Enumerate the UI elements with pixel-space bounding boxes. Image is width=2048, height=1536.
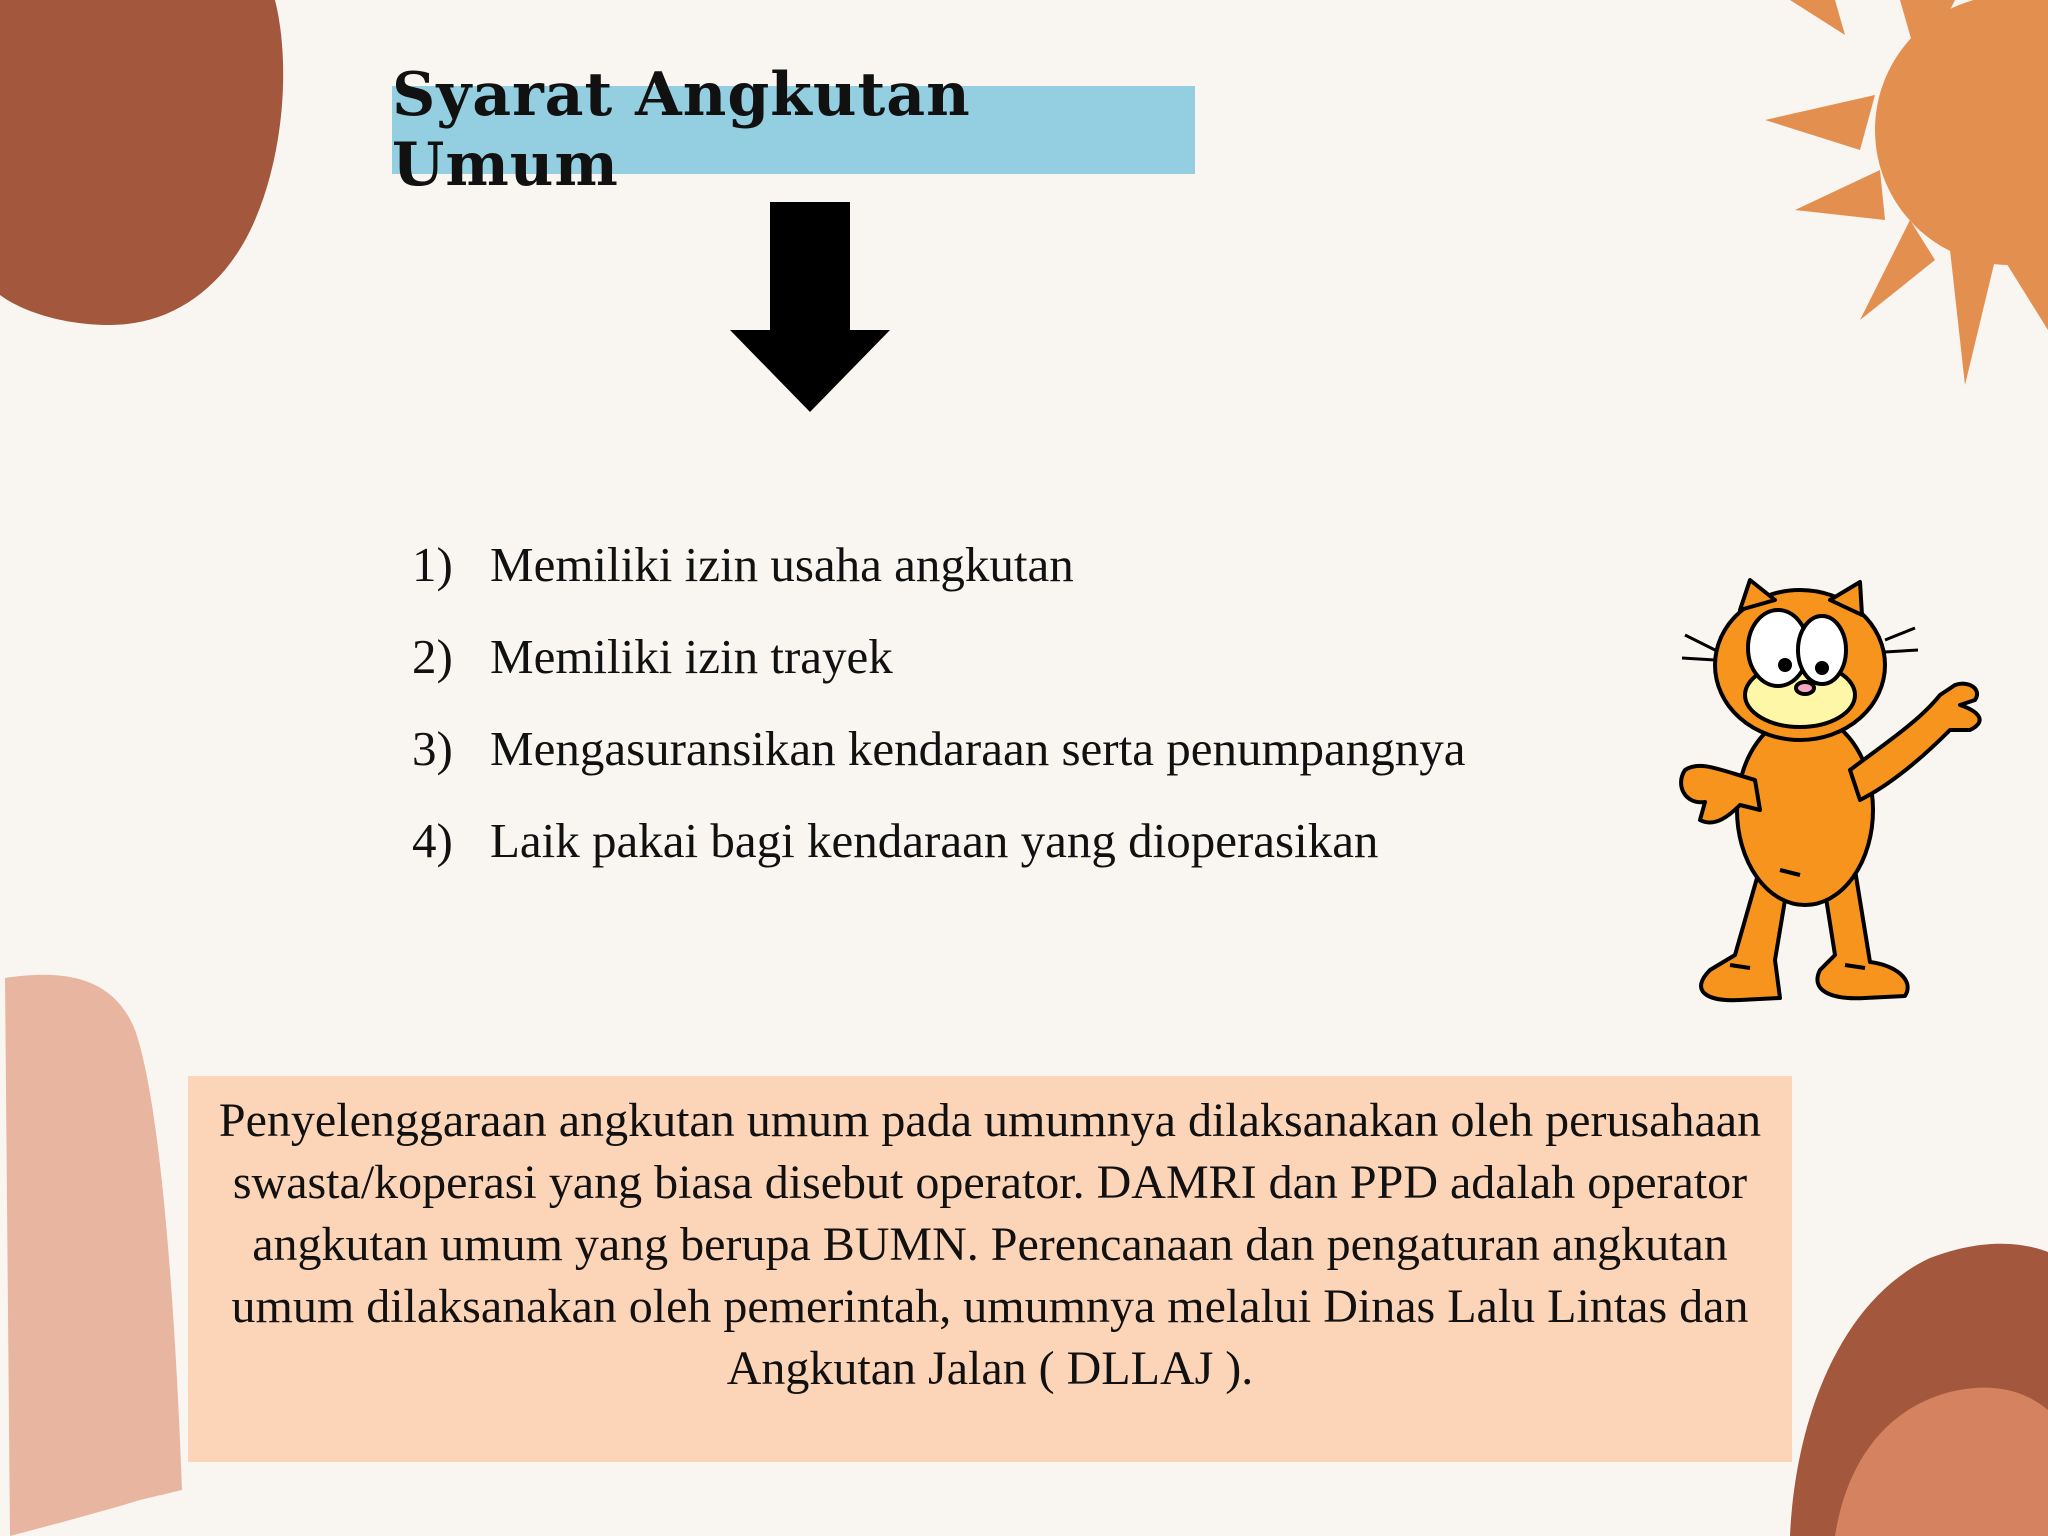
- description-text: Penyelenggaraan angkutan umum pada umumnya dilaksanakan oleh perusahaan swasta/koperasi yang biasa disebut operator. DAMRI dan PPD adalah operator angkutan umum yang berupa BUMN. Perencanaan dan pengaturan angkutan umum dilaksanakan oleh pemerintah, umumnya melalui Dinas Lalu Lintas dan Angkutan Jalan ( DLLAJ ).: [218, 1094, 1762, 1395]
- list-item: [412, 702, 1466, 794]
- list-item: [412, 518, 1466, 610]
- list-text: Memiliki izin trayek: [490, 628, 893, 684]
- list-item: [412, 794, 1466, 886]
- arrow-down-icon: [728, 200, 893, 415]
- requirements-list: [412, 518, 1466, 886]
- list-number: 1): [412, 536, 453, 592]
- list-text: Laik pakai bagi kendaraan yang dioperasikan: [490, 812, 1379, 868]
- brown-blob-top-left: [0, 0, 283, 325]
- list-number: 3): [412, 720, 453, 776]
- list-item: [412, 610, 1466, 702]
- sun-burst-icon: [1765, 0, 2048, 385]
- list-number: 2): [412, 628, 453, 684]
- cartoon-cat-illustration: [1670, 570, 2020, 1010]
- description-box: [188, 1076, 1792, 1462]
- list-text: Mengasuransikan kendaraan serta penumpangnya: [490, 720, 1466, 776]
- title-banner: [392, 60, 1195, 200]
- slide-title: Syarat Angkutan Umum: [392, 60, 971, 200]
- list-number: 4): [412, 812, 453, 868]
- list-text: Memiliki izin usaha angkutan: [490, 536, 1074, 592]
- pink-shape-left: [5, 975, 182, 1536]
